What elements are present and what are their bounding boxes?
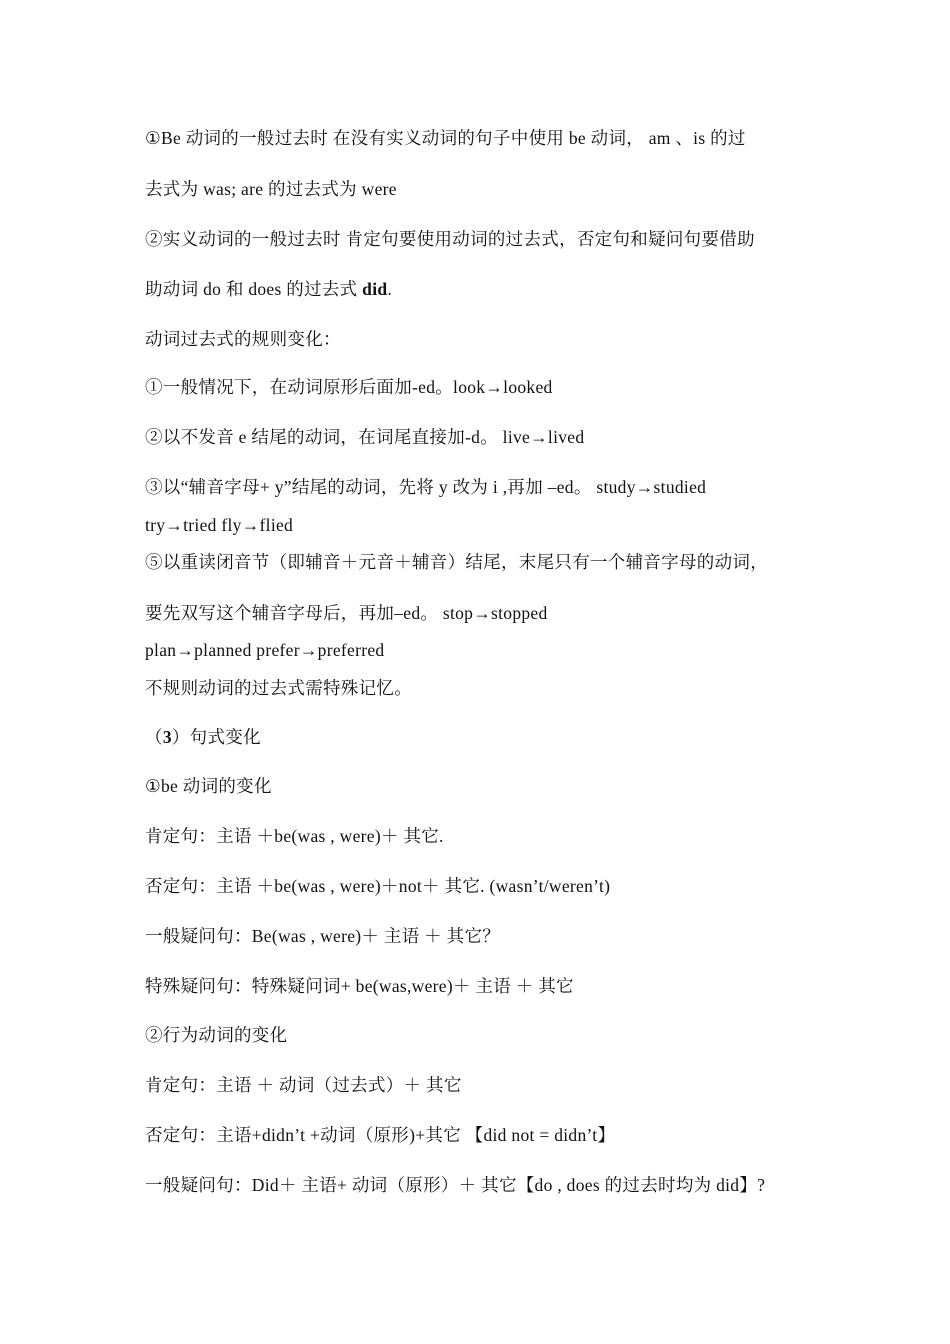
text-line-be-question: 一般疑问句：Be(was , were)＋ 主语 ＋ 其它？	[145, 926, 501, 946]
text-line-rule-5-examples: plan→planned prefer→preferred	[145, 640, 385, 660]
text-line-aux-did	[145, 278, 392, 300]
text-line-rule-3: ③以“辅音字母+ y”结尾的动词，先将 y 改为 i ,再加 –ed。 study→studied	[145, 477, 707, 497]
text-line-be-changes: ①be 动词的变化	[145, 776, 272, 796]
text-line-be-wh-question: 特殊疑问句：特殊疑问词+ be(was,were)＋ 主语 ＋ 其它	[145, 976, 574, 996]
text-line-irregular-note: 不规则动词的过去式需特殊记忆。	[145, 678, 412, 698]
text-line-regular-rules-heading: 动词过去式的规则变化：	[145, 329, 341, 349]
text-line-rule-2: ②以不发音 e 结尾的动词，在词尾直接加-d。 live→lived	[145, 427, 585, 447]
text-line-verb-past-intro: ②实义动词的一般过去时 肯定句要使用动词的过去式，否定句和疑问句要借助	[145, 229, 755, 249]
text-line-rule-5-cont: 要先双写这个辅音字母后，再加–ed。 stop→stopped	[145, 603, 548, 623]
text-line-rule-3-examples: try→tried fly→flied	[145, 515, 294, 535]
text-line-section-3-heading	[145, 726, 261, 748]
text-line-action-verb-changes: ②行为动词的变化	[145, 1025, 288, 1045]
text-line-be-past-forms: 去式为 was; are 的过去式为 were	[145, 179, 397, 199]
text-line-be-past-intro: ①Be 动词的一般过去时 在没有实义动词的句子中使用 be 动词， am 、is 的过	[145, 128, 746, 148]
text-aux-did-bold: did	[362, 279, 388, 299]
text-line-action-question: 一般疑问句：Did＋ 主语+ 动词（原形）＋ 其它【do , does 的过去时均为 did】?	[145, 1175, 766, 1195]
text-line-be-negative: 否定句：主语 ＋be(was , were)＋not＋ 其它. (wasn’t/weren’t)	[145, 876, 611, 896]
text-section-title: ）句式变化	[171, 727, 261, 747]
text-line-action-negative: 否定句：主语+didn’t +动词（原形)+其它 【did not = didn’t】	[145, 1125, 616, 1145]
text-aux-did-prefix: 助动词 do 和 does 的过去式	[145, 279, 363, 299]
text-line-action-affirmative: 肯定句：主语 ＋ 动词（过去式）＋ 其它	[145, 1075, 462, 1095]
text-line-rule-5: ⑤以重读闭音节（即辅音＋元音＋辅音）结尾，末尾只有一个辅音字母的动词，	[145, 552, 768, 572]
text-aux-did-period: .	[387, 279, 393, 299]
text-section-open-paren: （	[145, 727, 163, 747]
text-section-number: 3	[162, 727, 172, 747]
text-line-be-affirmative: 肯定句：主语 ＋be(was , were)＋ 其它.	[145, 826, 444, 846]
text-line-rule-1: ①一般情况下，在动词原形后面加-ed。look→looked	[145, 377, 553, 397]
